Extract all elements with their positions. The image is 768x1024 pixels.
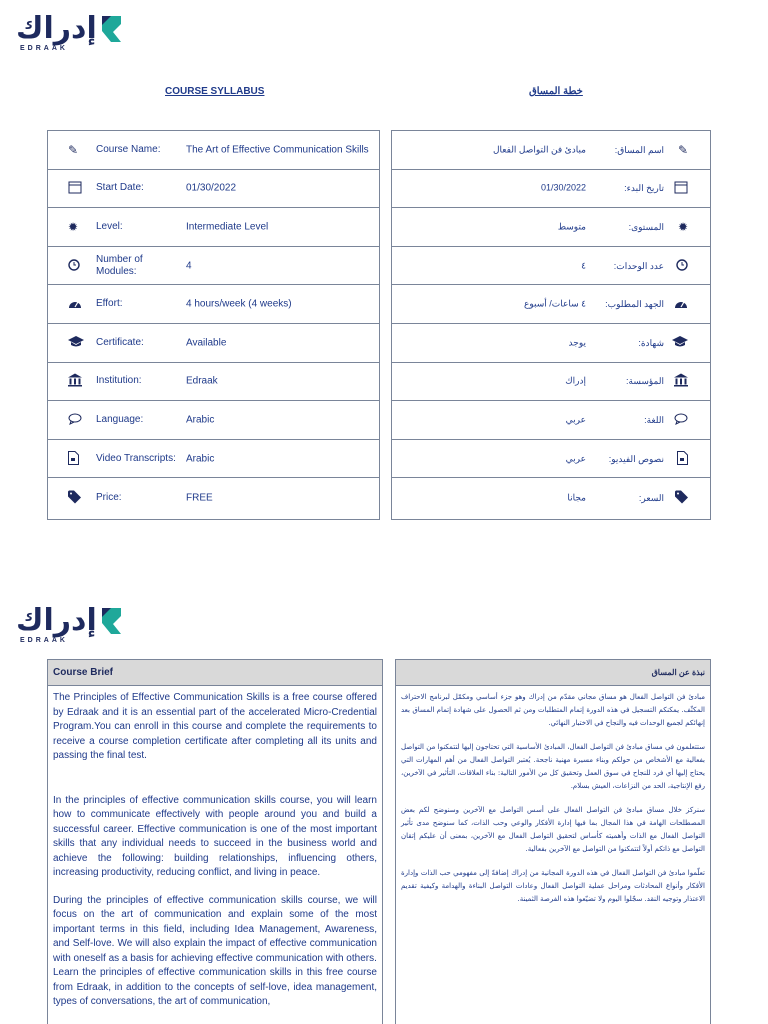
row-label: المؤسسة:	[626, 376, 664, 387]
row-value: ٤	[581, 260, 586, 271]
graduation-cap-icon	[68, 336, 84, 350]
row-label: Effort:	[96, 298, 123, 310]
brief-paragraph: During the principles of effective communication skills course, we will focus on the art of communication and explain some of the most important terms in this field, including Idea Management, Awareness, and Self-love. We will also explain the impact of effective communication with oneself as a basis for achieving effective communication with others.	[53, 894, 377, 964]
row-label: نصوص الفيديو:	[608, 453, 664, 464]
row-label: Number of Modules:	[96, 253, 143, 277]
graduation-cap-icon	[672, 336, 688, 350]
table-row	[48, 363, 379, 402]
table-row	[392, 478, 710, 517]
row-label: Price:	[96, 491, 122, 503]
row-label: شهادة:	[638, 337, 664, 348]
row-value: متوسط	[557, 221, 586, 232]
row-label: Course Name:	[96, 143, 161, 155]
table-row	[48, 401, 379, 440]
table-row	[392, 247, 710, 286]
logo-latin-wordmark: EDRAAK	[20, 637, 68, 644]
row-value: FREE	[186, 492, 213, 504]
gauge-icon	[674, 297, 688, 311]
speech-bubble-icon	[674, 413, 688, 427]
price-tag-icon	[675, 490, 688, 505]
brief-paragraph: In the principles of effective communication skills course, you will learn how to communicate effectively with people around you and build a successful career. Effective communication is one of the most important skills that any individual needs to succeed in the business world and achieve the following: building relationships, influencing others, increasing productivity, reducing conflict, and living in peace.	[53, 794, 377, 878]
row-value: عربي	[565, 414, 586, 425]
table-row	[48, 208, 379, 247]
row-value: Arabic	[186, 414, 215, 426]
table-row	[48, 324, 379, 363]
table-row	[392, 401, 710, 440]
row-label: السعر:	[638, 492, 664, 503]
table-row	[48, 247, 379, 286]
logo-arabic-wordmark: إدراك	[16, 603, 97, 638]
row-label: Level:	[96, 220, 123, 232]
row-label: Video Transcripts:	[96, 452, 176, 464]
institution-icon	[674, 374, 688, 389]
badge-icon: ✹	[68, 219, 79, 234]
row-value: مجانا	[567, 492, 586, 503]
table-row	[392, 170, 710, 209]
row-value: 01/30/2022	[186, 182, 237, 194]
row-value: مبادئ فن التواصل الفعال	[493, 144, 586, 155]
calendar-icon	[68, 180, 82, 196]
row-value: Intermediate Level	[186, 221, 269, 233]
row-label: المستوى:	[628, 221, 664, 232]
badge-icon: ✹	[677, 219, 688, 234]
row-value: 4 hours/week (4 weeks)	[186, 298, 292, 310]
course-info-table-arabic	[391, 130, 711, 520]
edraak-logo	[16, 603, 125, 644]
logo-mark-icon	[99, 14, 125, 44]
row-value: إدراك	[565, 375, 586, 386]
syllabus-heading: COURSE SYLLABUS	[165, 86, 265, 97]
edraak-logo	[16, 11, 125, 52]
table-row	[392, 208, 710, 247]
row-value: Edraak	[186, 375, 218, 387]
price-tag-icon	[68, 490, 81, 505]
brief-paragraph: مبادئ فن التواصل الفعال هو مساق مجاني مقدّم من إدراك وهو جزء أساسي ومكمّل لبرنامج الاحتراف المكثّف. يمكنكم التسجيل في هذه الدورة إتمام المتطلبات ومن ثم الحصول على شهادة إتمام المساق بعد إنهائكم لجميع الوحدات فيه والنجاح في الاختبار النهائي.	[401, 693, 705, 727]
row-label: Start Date:	[96, 182, 144, 194]
logo-latin-wordmark: EDRAAK	[20, 45, 68, 52]
course-brief-title: Course Brief	[48, 660, 382, 686]
table-row	[48, 440, 379, 479]
video-file-icon	[677, 451, 688, 467]
row-label: الجهد المطلوب:	[605, 299, 664, 310]
row-value: يوجد	[568, 337, 586, 348]
brief-paragraph: The Principles of Effective Communication Skills is a free course offered by Edraak and it is an essential part of the accelerated Micro-Credential Program.You can enroll in this course and complete the requirements to receive a course completion certificate after completing all its units and passing the final test.	[53, 692, 377, 761]
brief-paragraph: Learn the principles of effective communication skills in this free course from Edraak, in addition to the concepts of self-love, idea management, types of conversations, the art of communication,	[53, 967, 377, 1007]
speech-bubble-icon	[68, 413, 82, 427]
row-value: Arabic	[186, 453, 215, 465]
row-label: Language:	[96, 413, 144, 425]
row-label: Institution:	[96, 375, 142, 387]
brief-paragraph: تعلّموا مبادئ فن التواصل الفعال في هذه الدورة المجانية من إدراك إضافةً إلى مفهومي حب الذات وإدارة الأفكار وأنواع المحادثات ومراحل عملية التواصل الفعال وعادات التواصل البناءة والهدامة وكيفية تقديم الاعتذار وتوجيه النقد. سجّلوا اليوم ولا تضيّعوا هذه الفرصة الثمينة.	[401, 869, 705, 903]
syllabus-heading-arabic: خطة المساق	[529, 86, 583, 97]
row-label: عدد الوحدات:	[613, 260, 664, 271]
course-brief-box-arabic	[395, 659, 711, 1024]
logo-mark-icon	[99, 606, 125, 636]
course-brief-title-arabic: نبذة عن المساق	[396, 660, 710, 686]
row-label: Certificate:	[96, 336, 144, 348]
clock-icon	[68, 259, 80, 273]
row-value: 01/30/2022	[540, 182, 586, 193]
calendar-icon	[674, 180, 688, 196]
logo-arabic-wordmark: إدراك	[16, 11, 97, 46]
brief-paragraph: سنركز خلال مساق مبادئ فن التواصل الفعال على أسس التواصل مع الآخرين وسنوضح لكم بعض المصطلحات الهامة في هذا المجال بما فيها إدارة الأفكار والوعي وحب الذات، كما سنوضح مدى تأثير التواصل الفعال مع الذات وأهميته كأساس لتحقيق التواصل الفعال مع الآخرين، بمعنى أن عليكم إتقان التواصل مع ذاتكم أولاً لتتمكنوا من التواصل مع الآخرين بفعالية.	[401, 806, 705, 853]
row-value: ٤ ساعات/ أسبوع	[524, 298, 586, 309]
row-value: Available	[186, 337, 227, 349]
row-label: اسم المساق:	[614, 144, 664, 155]
table-row	[392, 285, 710, 324]
table-row	[48, 170, 379, 209]
pencil-icon: ✎	[677, 142, 688, 157]
table-row	[48, 285, 379, 324]
table-row	[48, 131, 379, 170]
table-row	[392, 440, 710, 479]
row-label: تاريخ البدء:	[624, 183, 664, 194]
video-file-icon	[68, 451, 79, 467]
row-value: The Art of Effective Communication Skills	[186, 144, 369, 156]
gauge-icon	[68, 297, 82, 311]
table-row	[392, 324, 710, 363]
row-value: عربي	[565, 453, 586, 464]
course-brief-box	[47, 659, 383, 1024]
course-info-table	[47, 130, 380, 520]
institution-icon	[68, 374, 82, 389]
pencil-icon: ✎	[68, 142, 79, 157]
brief-paragraph: ستتعلمون في مساق مبادئ فن التواصل الفعال، المبادئ الأساسية التي تحتاجون إليها لتتمكنوا من التواصل بفعالية مع الأشخاص من حولكم وبناء مسيرة مهنية ناجحة. يُعتبر التواصل الفعال من أهم المهارات التي يحتاج إليها أي فرد للنجاح في سوق العمل وتحقيق كل من الأمور التالية: بناء العلاقات، التأثير في الآخرين، رفع الإنتاجية، الحد من النزاعات، العيش بسلام.	[401, 743, 705, 790]
row-value: 4	[186, 260, 192, 272]
row-label: اللغة:	[644, 414, 664, 425]
table-row	[392, 131, 710, 170]
table-row	[392, 363, 710, 402]
table-row	[48, 478, 379, 517]
clock-icon	[676, 259, 688, 273]
